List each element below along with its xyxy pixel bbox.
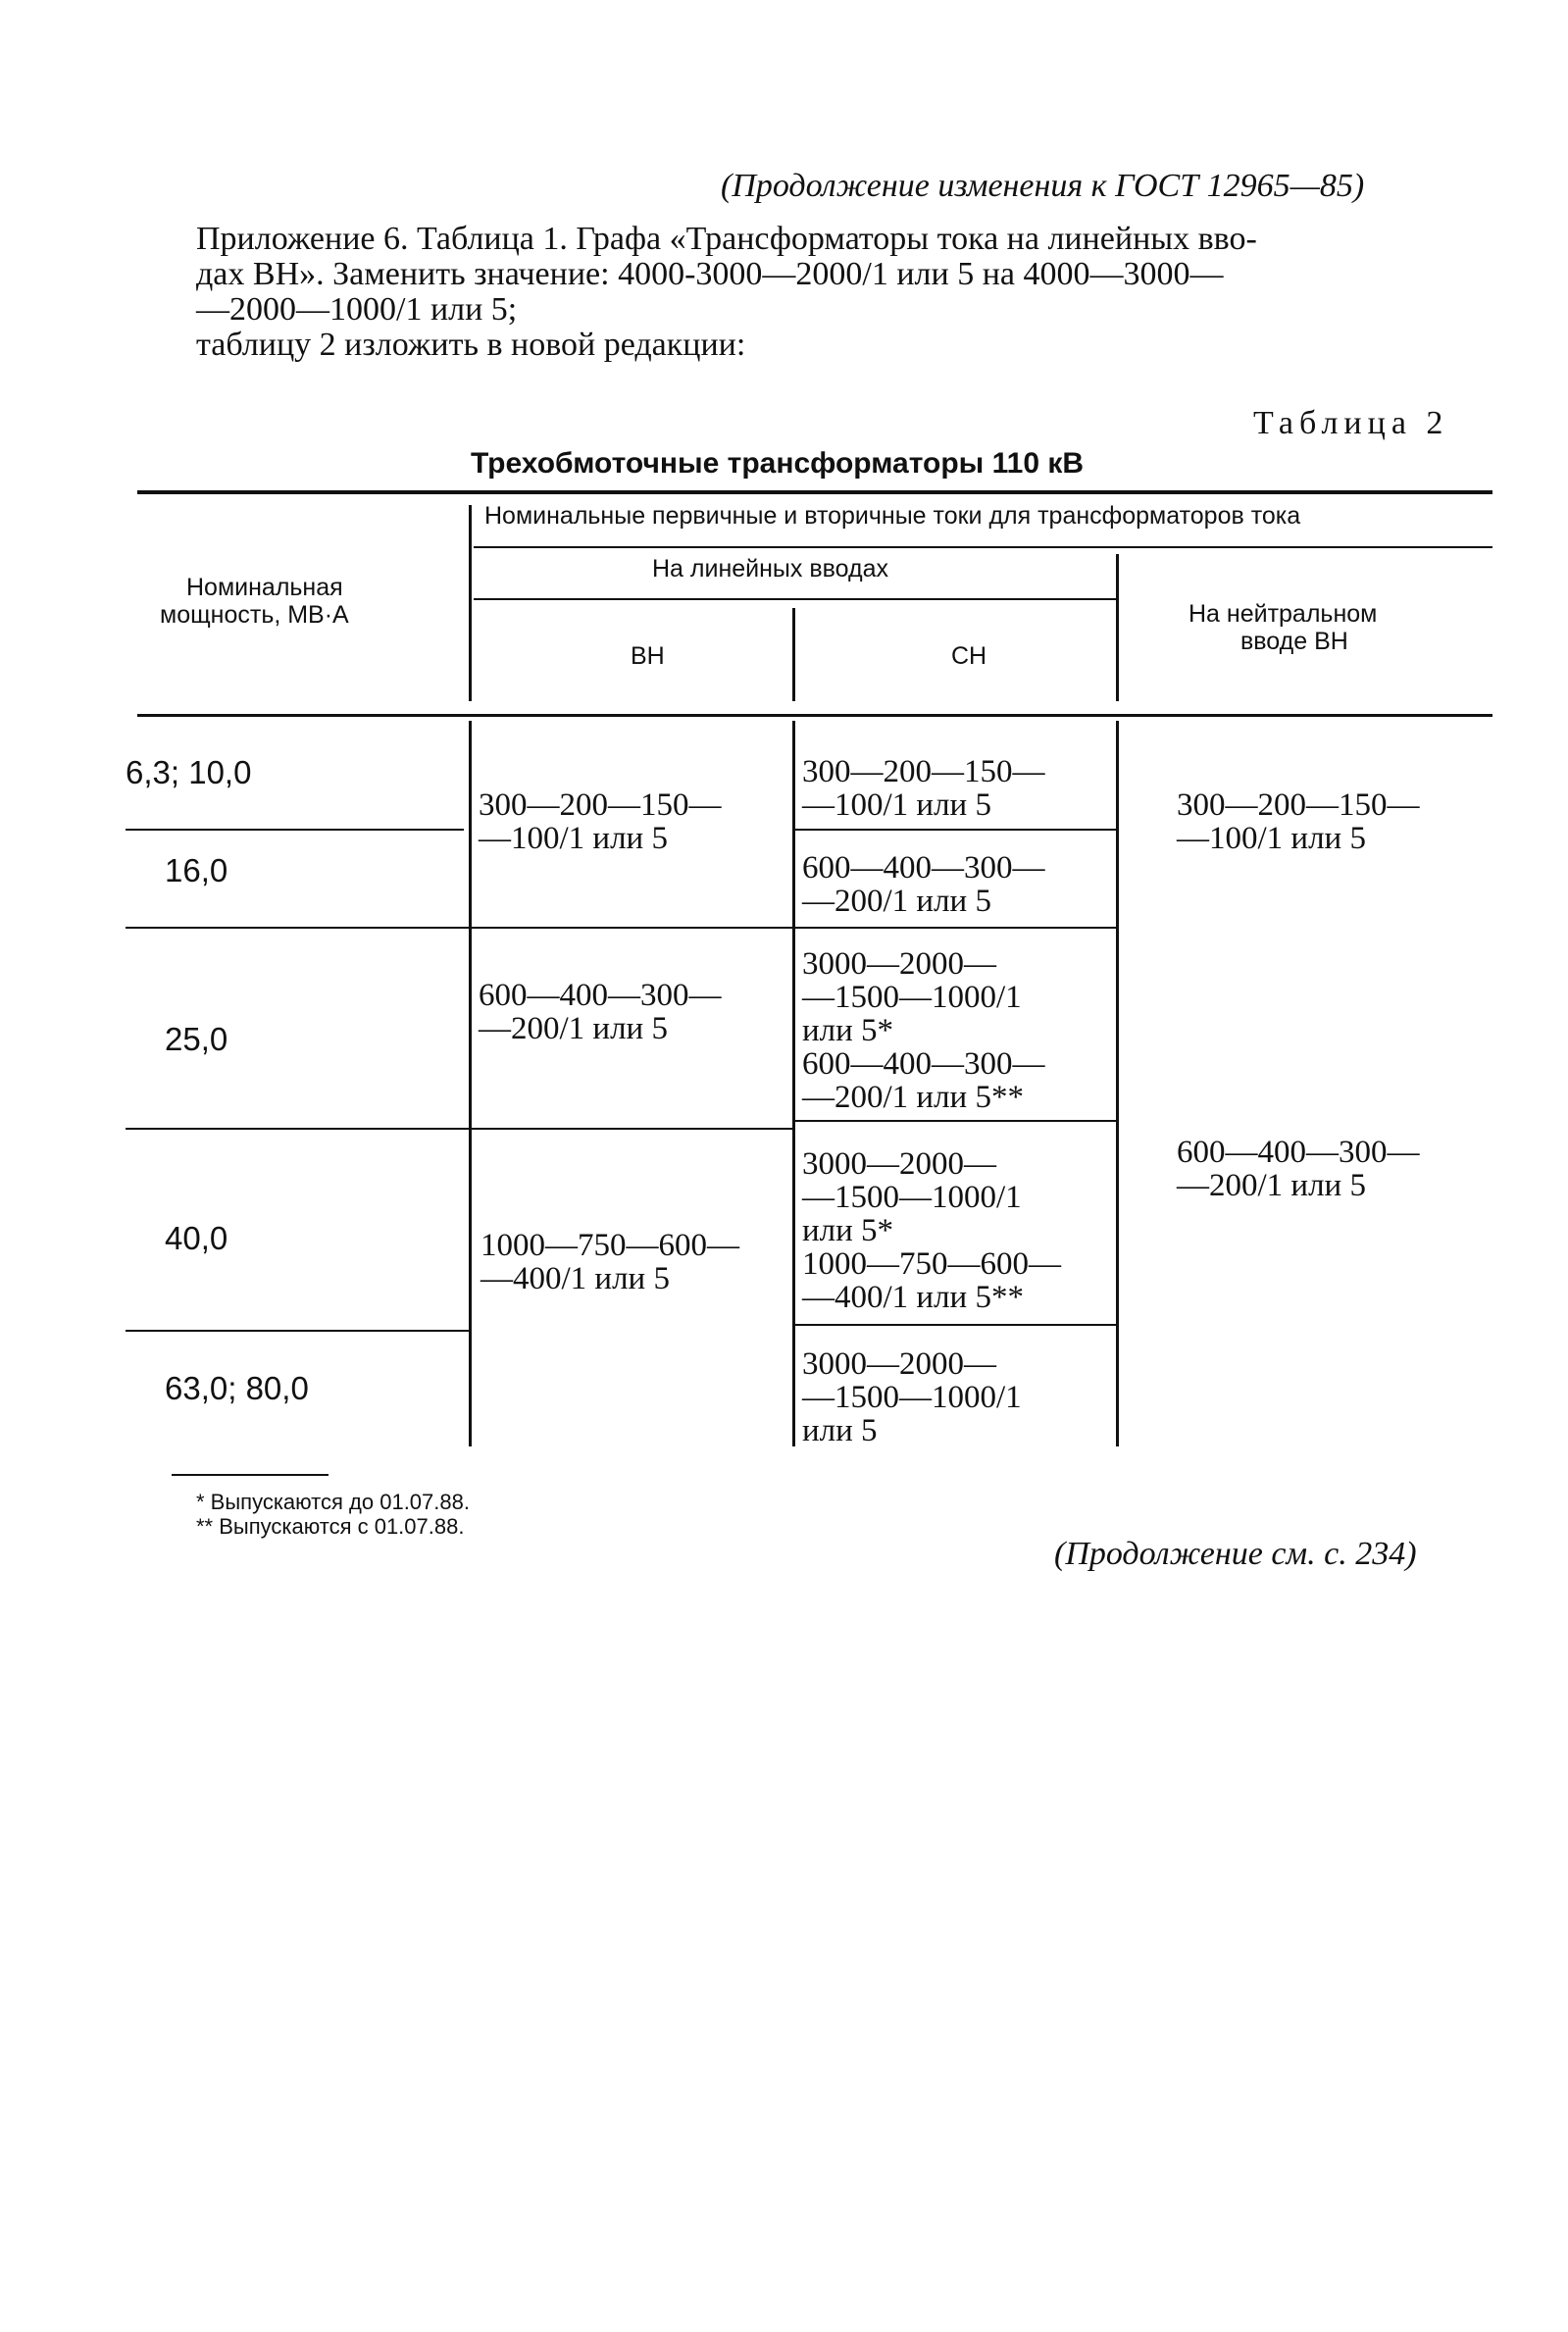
row-rule-2 (126, 927, 1118, 929)
sn-cell-5-line-1: 3000—2000— (802, 1346, 996, 1382)
row-rule-sn-4 (794, 1324, 1118, 1326)
footnote-rule (172, 1474, 329, 1476)
paragraph-line-3: —2000—1000/1 или 5; (196, 291, 518, 328)
power-cell-3: 25,0 (165, 1021, 228, 1057)
vn-cell-3-line-1: 1000—750—600— (481, 1228, 739, 1263)
sn-cell-3-line-5: —200/1 или 5** (802, 1080, 1024, 1115)
header-bottom-rule (137, 714, 1492, 717)
continuation-footer: (Продолжение см. с. 234) (1054, 1536, 1417, 1572)
neutral-cell-2-line-2: —200/1 или 5 (1177, 1168, 1366, 1203)
sn-cell-3-line-3: или 5* (802, 1013, 894, 1048)
paragraph-line-4: таблицу 2 изложить в новой редакции: (196, 327, 746, 363)
power-cell-4: 40,0 (165, 1220, 228, 1256)
row-rule-3-left (126, 1128, 792, 1130)
sn-cell-2-line-1: 600—400—300— (802, 850, 1045, 886)
continuation-header: (Продолжение изменения к ГОСТ 12965—85) (721, 168, 1365, 204)
power-cell-2: 16,0 (165, 852, 228, 888)
vn-cell-1-line-2: —100/1 или 5 (479, 821, 668, 856)
header-neutral-line-1: На нейтральном (1189, 600, 1378, 628)
row-rule-power-1 (126, 829, 464, 831)
power-cell-1: 6,3; 10,0 (126, 754, 252, 790)
sn-cell-1-line-2: —100/1 или 5 (802, 787, 991, 823)
header-divider-2 (792, 608, 795, 701)
row-rule-sn-1 (794, 829, 1118, 831)
footnote-2: ** Выпускаются с 01.07.88. (196, 1514, 465, 1539)
table-label: Таблица 2 (1253, 405, 1449, 441)
sn-cell-4-line-3: или 5* (802, 1213, 894, 1248)
vn-cell-2-line-1: 600—400—300— (479, 978, 722, 1013)
sn-cell-5-line-3: или 5 (802, 1413, 878, 1448)
table-title: Трехобмоточные трансформаторы 110 кВ (471, 447, 1085, 480)
sn-cell-3-line-1: 3000—2000— (802, 946, 996, 982)
sn-cell-5-line-2: —1500—1000/1 (802, 1380, 1022, 1415)
header-currents: Номинальные первичные и вторичные токи для трансформаторов тока (484, 502, 1301, 530)
row-rule-3-sn (794, 1120, 1118, 1122)
header-neutral-line-2: вводе ВН (1240, 628, 1348, 655)
paragraph-line-2: дах ВН». Заменить значение: 4000-3000—2000/1 или 5 на 4000—3000— (196, 256, 1224, 292)
paragraph-line-1: Приложение 6. Таблица 1. Графа «Трансформаторы тока на линейных вво- (196, 221, 1257, 257)
sn-cell-3-line-2: —1500—1000/1 (802, 980, 1022, 1015)
header-rule-currents (474, 546, 1492, 548)
sn-cell-4-line-5: —400/1 или 5** (802, 1280, 1024, 1315)
sn-cell-2-line-2: —200/1 или 5 (802, 884, 991, 919)
body-divider-1 (469, 721, 472, 1446)
vn-cell-1-line-1: 300—200—150— (479, 787, 722, 823)
sn-cell-4-line-1: 3000—2000— (802, 1146, 996, 1182)
header-linear-inputs: На линейных вводах (652, 555, 888, 583)
table-top-rule (137, 490, 1492, 494)
header-power-line-1: Номинальная (186, 574, 343, 601)
footnote-1: * Выпускаются до 01.07.88. (196, 1490, 470, 1514)
vn-cell-3-line-2: —400/1 или 5 (481, 1261, 670, 1296)
header-vn: ВН (631, 642, 665, 670)
neutral-cell-2-line-1: 600—400—300— (1177, 1135, 1420, 1170)
neutral-cell-1-line-2: —100/1 или 5 (1177, 821, 1366, 856)
row-rule-power-4 (126, 1330, 469, 1332)
header-divider-1 (469, 505, 472, 701)
header-divider-3 (1116, 554, 1119, 701)
sn-cell-3-line-4: 600—400—300— (802, 1046, 1045, 1082)
sn-cell-4-line-2: —1500—1000/1 (802, 1180, 1022, 1215)
header-rule-linear (474, 598, 1116, 600)
vn-cell-2-line-2: —200/1 или 5 (479, 1011, 668, 1046)
power-cell-5: 63,0; 80,0 (165, 1370, 309, 1406)
header-power-line-2: мощность, МВ·А (160, 601, 349, 629)
neutral-cell-1-line-1: 300—200—150— (1177, 787, 1420, 823)
header-sn: СН (951, 642, 987, 670)
sn-cell-1-line-1: 300—200—150— (802, 754, 1045, 789)
sn-cell-4-line-4: 1000—750—600— (802, 1246, 1061, 1282)
